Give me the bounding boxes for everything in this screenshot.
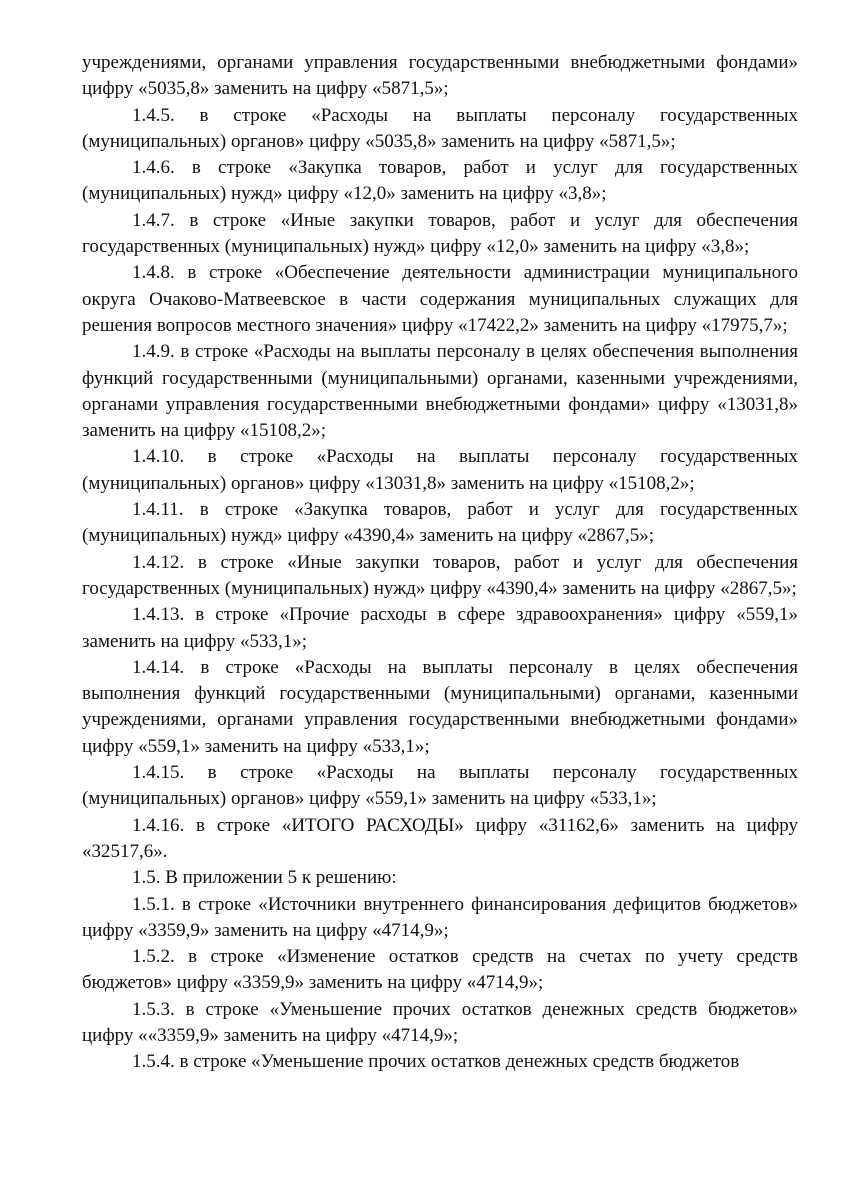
paragraph-1-5: 1.5. В приложении 5 к решению:	[132, 867, 397, 889]
paragraph-1-4-12: 1.4.12. в строке «Иные закупки товаров, работ и услуг для обеспечения государственных (муниципальных) нужд» цифру «4390,4» заменить на цифру «2867,5»;	[82, 551, 798, 599]
paragraph-1-4-10: 1.4.10. в строке «Расходы на выплаты персоналу государственных (муниципальных) органов» цифру «13031,8» заменить на цифру «15108,2»;	[82, 446, 798, 494]
document-page	[82, 50, 798, 1076]
paragraph-1-4-13: 1.4.13. в строке «Прочие расходы в сфере здравоохранения» цифру «559,1» заменить на цифру «533,1»;	[82, 604, 798, 652]
paragraph-1-4-16: 1.4.16. в строке «ИТОГО РАСХОДЫ» цифру «31162,6» заменить на цифру «32517,6».	[82, 814, 798, 862]
paragraph-1-4-7: 1.4.7. в строке «Иные закупки товаров, работ и услуг для обеспечения государственных (муниципальных) нужд» цифру «12,0» заменить на цифру «3,8»;	[82, 209, 798, 258]
paragraph-1-4-15: 1.4.15. в строке «Расходы на выплаты персоналу государственных (муниципальных) органов» цифру «559,1» заменить на цифру «533,1»;	[82, 762, 798, 810]
paragraph-1-4-9: 1.4.9. в строке «Расходы на выплаты персоналу в целях обеспечения выполнения функций государственными (муниципальными) органами, казенными учреждениями, органами управления государственными внебюджетными фондами» цифру «13031,8» заменить на цифру «15108,2»;	[82, 341, 798, 442]
paragraph-1-5-1: 1.5.1. в строке «Источники внутреннего финансирования дефицитов бюджетов» цифру «3359,9» заменить на цифру «4714,9»;	[82, 893, 798, 941]
paragraph-1-4-11: 1.4.11. в строке «Закупка товаров, работ и услуг для государственных (муниципальных) нужд» цифру «4390,4» заменить на цифру «2867,5»;	[82, 499, 798, 547]
paragraph-1-5-3: 1.5.3. в строке «Уменьшение прочих остатков денежных средств бюджетов» цифру ««3359,9» заменить на цифру «4714,9»;	[82, 998, 798, 1046]
paragraph-continuation: учреждениями, органами управления государственными внебюджетными фондами» цифру «5035,8» заменить на цифру «5871,5»;	[82, 52, 798, 100]
paragraph-1-4-5: 1.4.5. в строке «Расходы на выплаты персоналу государственных (муниципальных) органов» цифру «5035,8» заменить на цифру «5871,5»;	[82, 104, 798, 152]
paragraph-1-4-14: 1.4.14. в строке «Расходы на выплаты персоналу в целях обеспечения выполнения функций государственными (муниципальными) органами, казенными учреждениями, органами управления государственными внебюджетными фондами» цифру «559,1» заменить на цифру «533,1»;	[82, 656, 798, 757]
paragraph-1-5-4: 1.5.4. в строке «Уменьшение прочих остатков денежных средств бюджетов	[132, 1051, 740, 1073]
paragraph-1-5-2: 1.5.2. в строке «Изменение остатков средств на счетах по учету средств бюджетов» цифру «3359,9» заменить на цифру «4714,9»;	[82, 946, 798, 994]
paragraph-1-4-6: 1.4.6. в строке «Закупка товаров, работ и услуг для государственных (муниципальных) нужд» цифру «12,0» заменить на цифру «3,8»;	[82, 157, 798, 205]
paragraph-1-4-8: 1.4.8. в строке «Обеспечение деятельности администрации муниципального округа Очаково-Матвеевское в части содержания муниципальных служащих для решения вопросов местного значения» цифру «17422,2» заменить на цифру «17975,7»;	[82, 262, 798, 336]
